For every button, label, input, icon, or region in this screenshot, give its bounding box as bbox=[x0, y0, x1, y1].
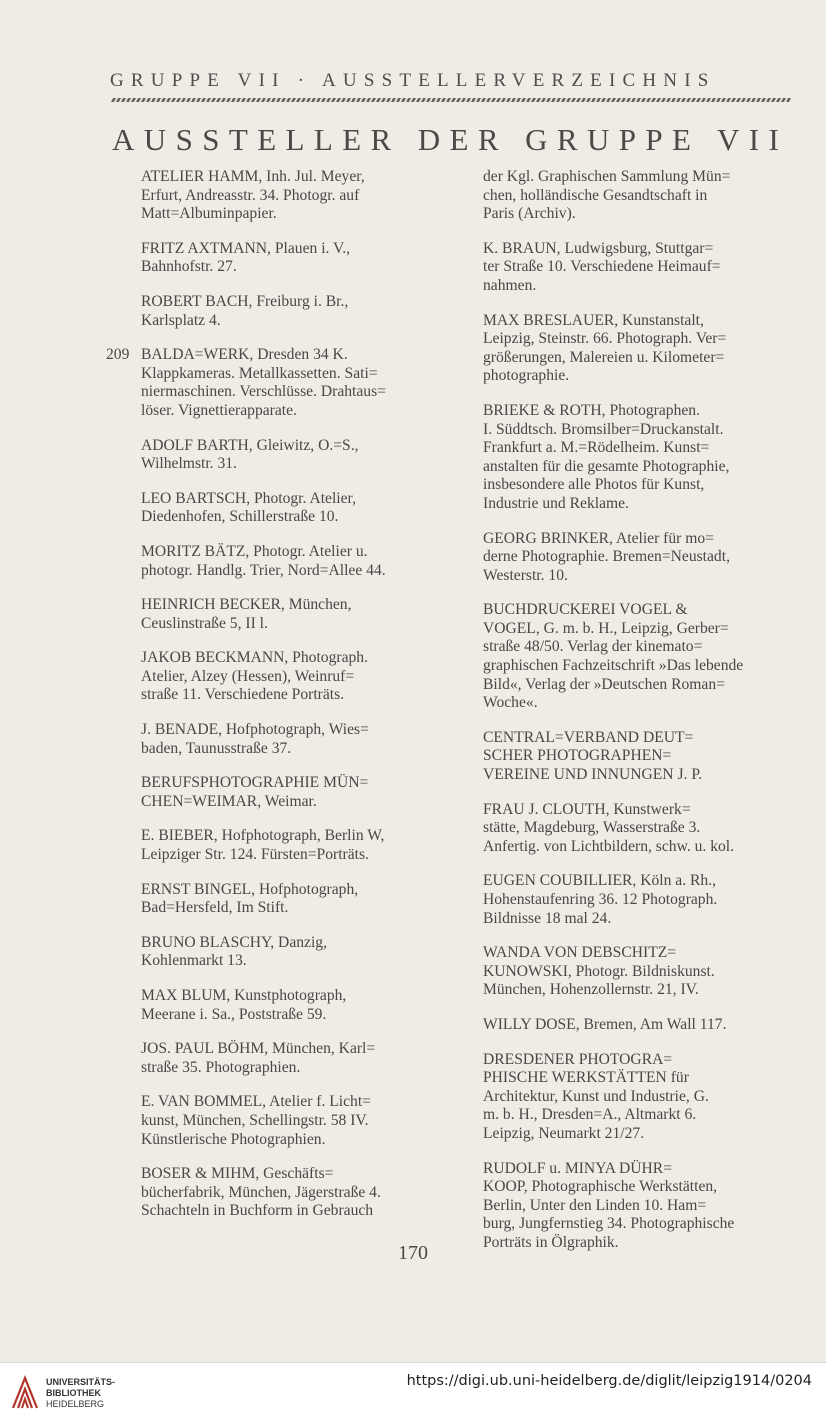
exhibitor-entry bbox=[141, 293, 443, 330]
entry-line: K. BRAUN, Ludwigsburg, Stuttgar= bbox=[483, 239, 714, 257]
entry-line: BRUNO BLASCHY, Danzig, bbox=[141, 933, 327, 951]
entry-line: E. BIEBER, Hofphotograph, Berlin W, bbox=[141, 827, 385, 845]
entry-line: FRAU J. CLOUTH, Kunstwerk= bbox=[483, 800, 691, 818]
exhibitor-entry bbox=[483, 601, 793, 713]
entry-line: kunst, München, Schellingstr. 58 IV. bbox=[141, 1111, 369, 1129]
entry-line: Paris (Archiv). bbox=[483, 205, 576, 223]
entry-line: Schachteln in Buchform in Gebrauch bbox=[141, 1202, 374, 1220]
entry-line: BOSER & MIHM, Geschäfts= bbox=[141, 1165, 334, 1183]
exhibitor-entry bbox=[141, 649, 443, 705]
entry-line: Meerane i. Sa., Poststraße 59. bbox=[141, 1005, 327, 1023]
entry-line: CENTRAL=VERBAND DEUT= bbox=[483, 728, 694, 746]
entry-line: HEINRICH BECKER, München, bbox=[141, 596, 352, 614]
entry-line: BUCHDRUCKEREI VOGEL & bbox=[483, 601, 688, 619]
entry-line: Ceuslinstraße 5, II l. bbox=[141, 614, 268, 632]
entry-line: anstalten für die gesamte Photographie, bbox=[483, 457, 730, 475]
entry-line: DRESDENER PHOTOGRA= bbox=[483, 1050, 673, 1068]
page-title: AUSSTELLER DER GRUPPE VII bbox=[112, 122, 789, 157]
entry-line: ATELIER HAMM, Inh. Jul. Meyer, bbox=[141, 168, 365, 185]
library-logo-icon bbox=[10, 1375, 40, 1411]
exhibitor-entry bbox=[483, 1016, 793, 1035]
entry-line: baden, Taunusstraße 37. bbox=[141, 739, 292, 757]
entry-line: Woche«. bbox=[483, 694, 538, 712]
exhibitor-entry bbox=[141, 1040, 443, 1077]
entry-line: Architektur, Kunst und Industrie, G. bbox=[483, 1087, 709, 1105]
entry-line: E. VAN BOMMEL, Atelier f. Licht= bbox=[141, 1093, 371, 1111]
exhibitor-entry bbox=[483, 801, 793, 857]
exhibitor-entry bbox=[141, 490, 443, 527]
exhibitor-entry bbox=[483, 530, 793, 586]
entry-line: WANDA VON DEBSCHITZ= bbox=[483, 944, 677, 962]
exhibitor-entry bbox=[141, 934, 443, 971]
entry-line: photogr. Handlg. Trier, Nord=Allee 44. bbox=[141, 561, 386, 579]
library-name-line: HEIDELBERG bbox=[46, 1399, 105, 1409]
entry-line: I. Süddtsch. Bromsilber=Druckanstalt. bbox=[483, 420, 724, 438]
entry-line: Bild«, Verlag der »Deutschen Roman= bbox=[483, 675, 725, 693]
entry-line: EUGEN COUBILLIER, Köln a. Rh., bbox=[483, 872, 717, 890]
entry-line: Atelier, Alzey (Hessen), Weinruf= bbox=[141, 667, 355, 685]
exhibitor-entry bbox=[141, 987, 443, 1024]
entry-line: SCHER PHOTOGRAPHEN= bbox=[483, 747, 672, 765]
library-name-line: BIBLIOTHEK bbox=[46, 1388, 101, 1398]
ornament-rule bbox=[111, 98, 793, 102]
permalink-url[interactable]: https://digi.ub.uni-heidelberg.de/diglit/leipzig1914/0204 bbox=[406, 1373, 812, 1389]
library-name-line: UNIVERSITÄTS- bbox=[46, 1377, 116, 1387]
entry-line: VOGEL, G. m. b. H., Leipzig, Gerber= bbox=[483, 619, 729, 637]
entry-line: m. b. H., Dresden=A., Altmarkt 6. bbox=[483, 1106, 697, 1124]
entry-line: BRIEKE & ROTH, Photographen. bbox=[483, 401, 700, 419]
entry-line: stätte, Magdeburg, Wasserstraße 3. bbox=[483, 819, 701, 837]
exhibitor-entry bbox=[106, 346, 443, 420]
page-number: 170 bbox=[398, 1242, 428, 1264]
entry-line: straße 48/50. Verlag der kinemato= bbox=[483, 638, 703, 656]
entry-line: der Kgl. Graphischen Sammlung Mün= bbox=[483, 168, 731, 185]
entry-line: FRITZ AXTMANN, Plauen i. V., bbox=[141, 239, 351, 257]
left-column bbox=[106, 168, 443, 1237]
entry-line: straße 35. Photographien. bbox=[141, 1058, 301, 1076]
exhibitor-entry bbox=[141, 437, 443, 474]
entry-line: Erfurt, Andreasstr. 34. Photogr. auf bbox=[141, 186, 360, 204]
entry-line: insbesondere alle Photos für Kunst, bbox=[483, 476, 705, 494]
right-column bbox=[483, 168, 793, 1269]
entry-line: GEORG BRINKER, Atelier für mo= bbox=[483, 529, 714, 547]
entry-line: München, Hohenzollernstr. 21, IV. bbox=[483, 981, 699, 999]
exhibitor-entry bbox=[483, 1051, 793, 1144]
entry-line: Wilhelmstr. 31. bbox=[141, 455, 237, 473]
exhibitor-entry bbox=[483, 944, 793, 1000]
exhibitor-entry bbox=[141, 1165, 443, 1221]
entry-line: photographie. bbox=[483, 367, 570, 385]
entry-line: Karlsplatz 4. bbox=[141, 311, 221, 329]
exhibitor-entry bbox=[483, 168, 793, 224]
entry-line: BALDA=WERK, Dresden 34 K. bbox=[141, 346, 348, 364]
entry-line: löser. Vignettierapparate. bbox=[141, 401, 297, 419]
entry-line: JAKOB BECKMANN, Photograph. bbox=[141, 649, 368, 667]
exhibitor-entry bbox=[141, 774, 443, 811]
entry-line: Diedenhofen, Schillerstraße 10. bbox=[141, 508, 339, 526]
entry-line: ERNST BINGEL, Hofphotograph, bbox=[141, 880, 359, 898]
library-name bbox=[46, 1377, 115, 1410]
entry-line: ROBERT BACH, Freiburg i. Br., bbox=[141, 292, 349, 310]
entry-line: Künstlerische Photographien. bbox=[141, 1130, 326, 1148]
exhibitor-entry bbox=[483, 1160, 793, 1253]
entry-line: Hohenstaufenring 36. 12 Photograph. bbox=[483, 891, 718, 908]
entry-line: straße 11. Verschiedene Porträts. bbox=[141, 686, 345, 704]
entry-line: WILLY DOSE, Bremen, Am Wall 117. bbox=[483, 1015, 727, 1033]
entry-line: chen, holländische Gesandtschaft in bbox=[483, 186, 708, 204]
entry-line: BERUFSPHOTOGRAPHIE MÜN= bbox=[141, 774, 369, 792]
entry-line: derne Photographie. Bremen=Neustadt, bbox=[483, 548, 730, 566]
entry-line: bücherfabrik, München, Jägerstraße 4. bbox=[141, 1183, 381, 1201]
entry-line: MAX BLUM, Kunstphotograph, bbox=[141, 987, 347, 1004]
entry-line: VEREINE UND INNUNGEN J. P. bbox=[483, 766, 703, 784]
entry-line: Frankfurt a. M.=Rödelheim. Kunst= bbox=[483, 439, 710, 457]
entry-line: Leipzig, Steinstr. 66. Photograph. Ver= bbox=[483, 330, 727, 348]
entry-number: 209 bbox=[106, 346, 130, 364]
exhibitor-entry bbox=[141, 168, 443, 224]
entry-line: Leipziger Str. 124. Fürsten=Porträts. bbox=[141, 846, 369, 864]
entry-line: KUNOWSKI, Photogr. Bildniskunst. bbox=[483, 962, 715, 980]
entry-line: Bad=Hersfeld, Im Stift. bbox=[141, 899, 289, 917]
entry-line: größerungen, Malereien u. Kilometer= bbox=[483, 348, 725, 366]
viewer-footer bbox=[0, 1362, 826, 1424]
exhibitor-entry bbox=[141, 721, 443, 758]
entry-line: niermaschinen. Verschlüsse. Drahtaus= bbox=[141, 383, 386, 401]
running-head: GRUPPE VII · AUSSTELLERVERZEICHNIS bbox=[110, 70, 716, 91]
exhibitor-entry bbox=[141, 827, 443, 864]
exhibitor-entry bbox=[141, 543, 443, 580]
exhibitor-entry bbox=[483, 240, 793, 296]
entry-line: ter Straße 10. Verschiedene Heimauf= bbox=[483, 258, 721, 276]
exhibitor-entry bbox=[483, 729, 793, 785]
exhibitor-entry bbox=[141, 1093, 443, 1149]
entry-line: PHISCHE WERKSTÄTTEN für bbox=[483, 1069, 689, 1087]
entry-line: Porträts in Ölgraphik. bbox=[483, 1233, 619, 1251]
exhibitor-entry bbox=[483, 312, 793, 386]
entry-line: KOOP, Photographische Werkstätten, bbox=[483, 1178, 718, 1196]
entry-line: Anfertig. von Lichtbildern, schw. u. kol. bbox=[483, 837, 735, 855]
entry-line: LEO BARTSCH, Photogr. Atelier, bbox=[141, 489, 357, 507]
entry-line: Bildnisse 18 mal 24. bbox=[483, 909, 612, 927]
entry-line: Leipzig, Neumarkt 21/27. bbox=[483, 1124, 645, 1142]
entry-line: Bahnhofstr. 27. bbox=[141, 258, 237, 276]
entry-line: Matt=Albuminpapier. bbox=[141, 205, 277, 223]
entry-line: RUDOLF u. MINYA DÜHR= bbox=[483, 1159, 673, 1177]
entry-line: graphischen Fachzeitschrift »Das lebende bbox=[483, 657, 744, 675]
entry-line: CHEN=WEIMAR, Weimar. bbox=[141, 792, 317, 810]
entry-line: nahmen. bbox=[483, 276, 537, 294]
exhibitor-entry bbox=[141, 240, 443, 277]
exhibitor-entry bbox=[141, 881, 443, 918]
entry-line: J. BENADE, Hofphotograph, Wies= bbox=[141, 721, 369, 739]
entry-line: burg, Jungfernstieg 34. Photographische bbox=[483, 1215, 735, 1233]
entry-line: Industrie und Reklame. bbox=[483, 494, 629, 512]
exhibitor-entry bbox=[483, 402, 793, 514]
entry-line: MAX BRESLAUER, Kunstanstalt, bbox=[483, 311, 704, 329]
entry-line: ADOLF BARTH, Gleiwitz, O.=S., bbox=[141, 436, 359, 454]
entry-line: MORITZ BÄTZ, Photogr. Atelier u. bbox=[141, 542, 368, 560]
exhibitor-entry bbox=[483, 872, 793, 928]
entry-line: Kohlenmarkt 13. bbox=[141, 952, 247, 970]
entry-line: Westerstr. 10. bbox=[483, 566, 568, 584]
exhibitor-entry bbox=[141, 596, 443, 633]
entry-line: Berlin, Unter den Linden 10. Ham= bbox=[483, 1196, 707, 1214]
entry-line: Klappkameras. Metallkassetten. Sati= bbox=[141, 364, 378, 382]
entry-line: JOS. PAUL BÖHM, München, Karl= bbox=[141, 1040, 376, 1058]
